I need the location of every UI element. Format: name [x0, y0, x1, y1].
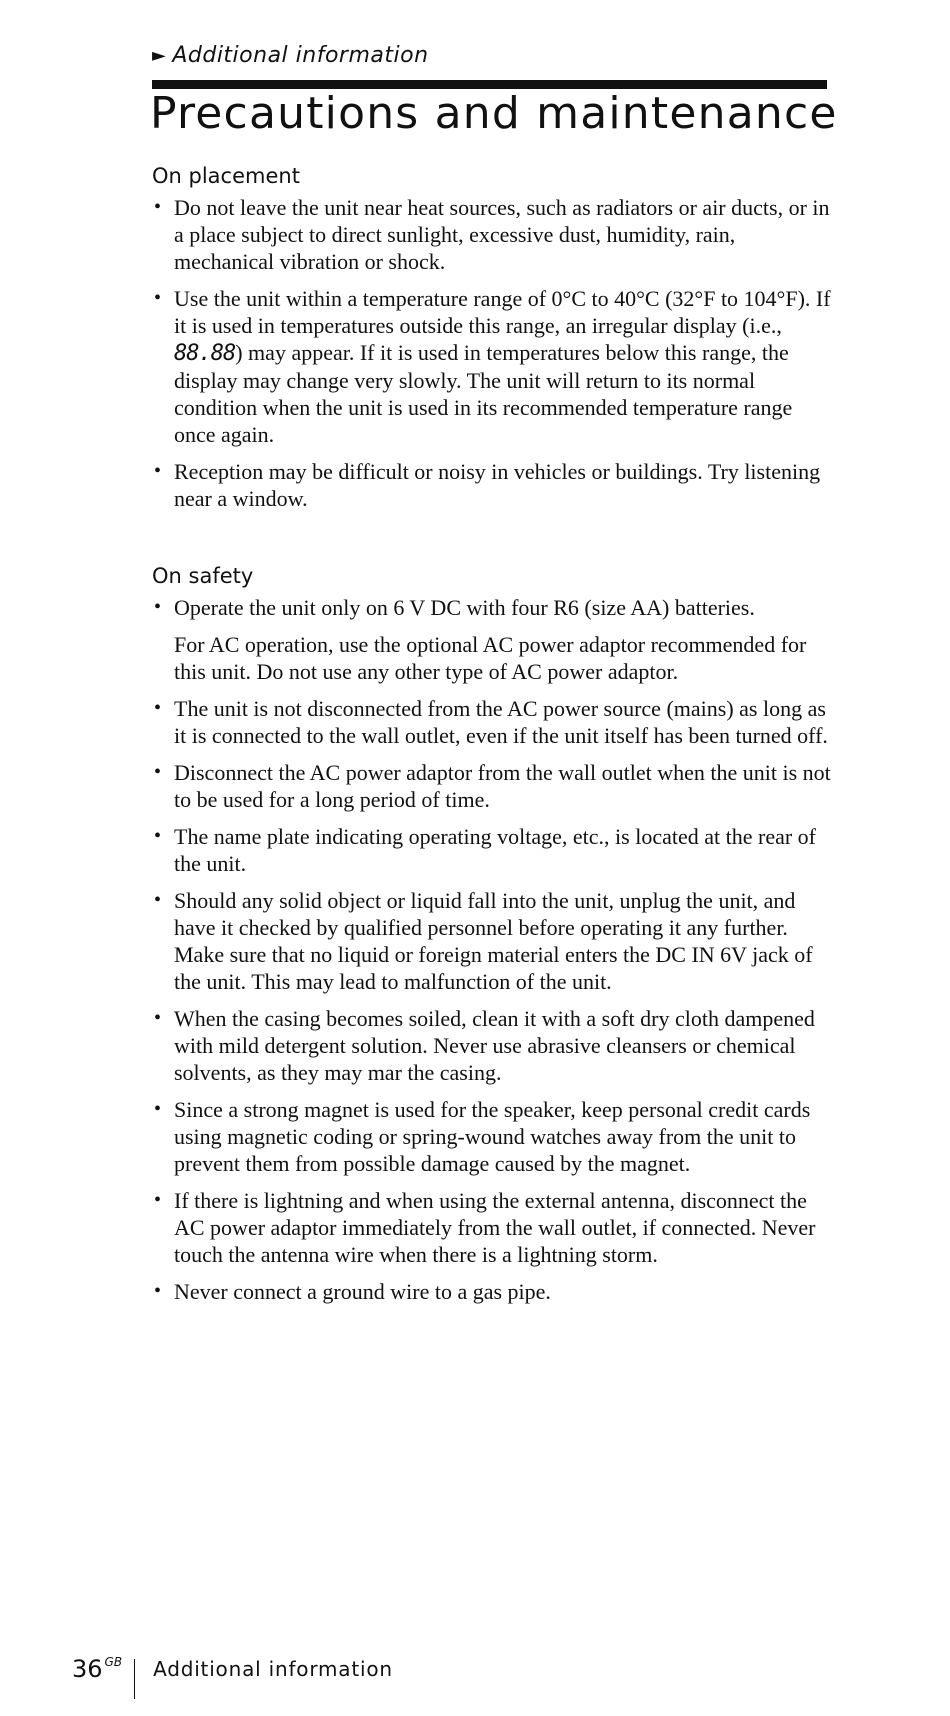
list-item: [152, 1187, 832, 1268]
bullet-icon: •: [154, 1098, 162, 1120]
list-item: [152, 1005, 832, 1086]
list-item: [152, 194, 832, 275]
page-footer: [72, 1655, 393, 1699]
triangle-marker-icon: ►: [152, 45, 167, 66]
item-text-part: Use the unit within a temperature range of 0°C to 40°C (32°F to 104°F). If it is used in temperatures outside this range, an irregular display (i.e.,: [174, 286, 831, 338]
safety-section: [152, 564, 832, 1315]
bullet-icon: •: [154, 596, 162, 618]
item-text: [174, 285, 832, 448]
safety-heading: On safety: [152, 564, 254, 588]
lcd-display-readout: 88.88: [174, 341, 236, 366]
item-text: For AC operation, use the optional AC power adaptor recommended for this unit. Do not use any other type of AC power adaptor.: [174, 632, 807, 684]
placement-section: [152, 164, 832, 522]
list-item: [152, 823, 832, 877]
list-item: [152, 887, 832, 995]
list-item: [152, 759, 832, 813]
list-item: [152, 1278, 832, 1305]
item-text: Do not leave the unit near heat sources, such as radiators or air ducts, or in a place subject to direct sunlight, excessive dust, humidity, rain, mechanical vibration or shock.: [174, 195, 830, 274]
footer-divider: [134, 1659, 135, 1699]
list-item: [152, 594, 832, 685]
bullet-icon: •: [154, 697, 162, 719]
bullet-icon: •: [154, 1007, 162, 1029]
page-language-code: GB: [104, 1655, 123, 1669]
page-number: 36: [72, 1655, 103, 1683]
bullet-icon: •: [154, 287, 162, 309]
item-text: Never connect a ground wire to a gas pipe.: [174, 1279, 551, 1304]
bullet-icon: •: [154, 196, 162, 218]
item-text: When the casing becomes soiled, clean it with a soft dry cloth dampened with mild detergent solution. Never use abrasive cleansers or chemical solvents, as they may mar the casing.: [174, 1006, 815, 1085]
kicker-label: Additional information: [172, 43, 429, 68]
bullet-icon: •: [154, 761, 162, 783]
list-item: [152, 695, 832, 749]
item-text: Since a strong magnet is used for the speaker, keep personal credit cards using magnetic coding or spring-wound watches away from the unit to prevent them from possible damage caused by the magnet.: [174, 1097, 811, 1176]
list-item: [152, 285, 832, 448]
footer-section-label: Additional information: [153, 1657, 393, 1681]
bullet-icon: •: [154, 1280, 162, 1302]
bullet-icon: •: [154, 1189, 162, 1211]
item-text: Operate the unit only on 6 V DC with four R6 (size AA) batteries.: [174, 595, 755, 620]
bullet-icon: •: [154, 889, 162, 911]
item-text-part: ) may appear. If it is used in temperatures below this range, the display may change very slowly. The unit will return to its normal condition when the unit is used in its recommended temperature range once again.: [174, 340, 793, 447]
placement-heading: On placement: [152, 164, 300, 188]
item-text: Disconnect the AC power adaptor from the wall outlet when the unit is not to be used for a long period of time.: [174, 760, 831, 812]
item-text: Should any solid object or liquid fall into the unit, unplug the unit, and have it checked by qualified personnel before operating it any further. Make sure that no liquid or foreign material enters the DC IN 6V jack of the unit. This may lead to malfunction of the unit.: [174, 888, 813, 994]
item-text: Reception may be difficult or noisy in vehicles or buildings. Try listening near a window.: [174, 459, 821, 511]
item-text: The unit is not disconnected from the AC power source (mains) as long as it is connected to the wall outlet, even if the unit itself has been turned off.: [174, 696, 828, 748]
bullet-icon: •: [154, 460, 162, 482]
section-kicker: [152, 43, 429, 68]
item-text: The name plate indicating operating voltage, etc., is located at the rear of the unit.: [174, 824, 817, 876]
item-text: If there is lightning and when using the external antenna, disconnect the AC power adaptor immediately from the wall outlet, if connected. Never touch the antenna wire when there is a lightning storm.: [174, 1188, 816, 1267]
bullet-icon: •: [154, 825, 162, 847]
page-title: Precautions and maintenance: [150, 88, 838, 139]
list-item: [152, 1096, 832, 1177]
list-item: [152, 458, 832, 512]
